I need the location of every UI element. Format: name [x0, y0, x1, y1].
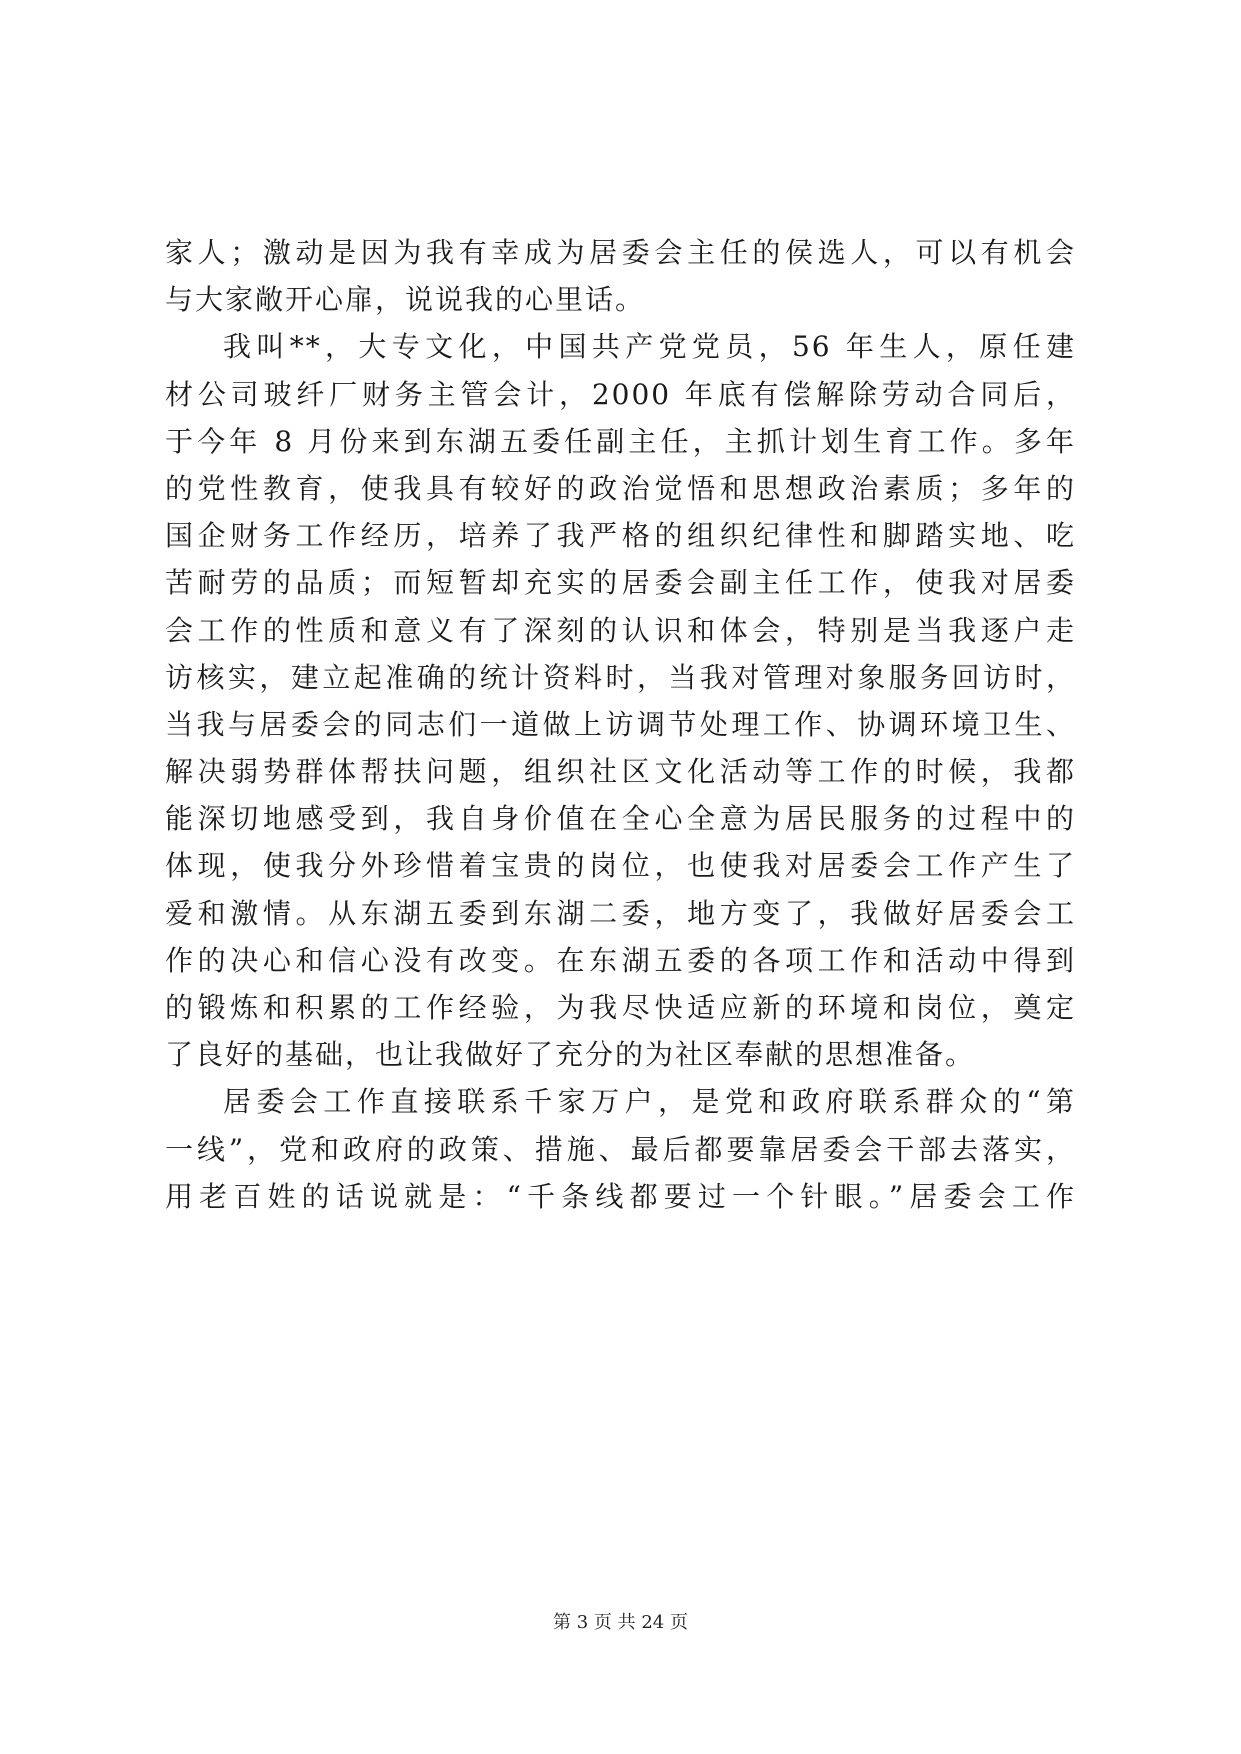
body-text [165, 229, 1076, 1220]
text-line: 材公司玻纤厂财务主管会计，2000 年底有偿解除劳动合同后， [165, 377, 1076, 411]
text-line: 家人；激动是因为我有幸成为居委会主任的侯选人，可以有机会 [165, 236, 1076, 269]
text-line: 体现，使我分外珍惜着宝贵的岗位，也使我对居委会工作产生了 [165, 849, 1076, 883]
text-line: 与大家敞开心扉，说说我的心里话。 [165, 283, 646, 317]
text-line: 爱和激情。从东湖五委到东湖二委，地方变了，我做好居委会工 [165, 896, 1076, 930]
text-line: 作的决心和信心没有改变。在东湖五委的各项工作和活动中得到 [165, 943, 1076, 977]
text-line: 的党性教育，使我具有较好的政治觉悟和思想政治素质；多年的 [165, 471, 1076, 505]
paragraph-start-line: 我叫**，大专文化，中国共产党党员，56 年生人，原任建 [223, 330, 1076, 364]
text-line: 苦耐劳的品质；而短暂却充实的居委会副主任工作，使我对居委 [165, 566, 1076, 600]
text-line: 用老百姓的话说就是：“千条线都要过一个针眼。”居委会工作 [165, 1179, 1076, 1213]
text-line: 当我与居委会的同志们一道做上访调节处理工作、协调环境卫生、 [165, 707, 1076, 741]
paragraph-start-line: 居委会工作直接联系千家万户，是党和政府联系群众的“第 [223, 1085, 1076, 1119]
text-line: 解决弱势群体帮扶问题，组织社区文化活动等工作的时候，我都 [165, 755, 1076, 789]
text-line: 访核实，建立起准确的统计资料时，当我对管理对象服务回访时， [165, 660, 1076, 694]
text-line: 能深切地感受到，我自身价值在全心全意为居民服务的过程中的 [165, 802, 1076, 836]
page-footer: 第 3 页 共 24 页 [553, 1612, 688, 1633]
text-line: 国企财务工作经历，培养了我严格的组织纪律性和脚踏实地、吃 [165, 519, 1076, 553]
text-line: 的锻炼和积累的工作经验，为我尽快适应新的环境和岗位，奠定 [165, 991, 1076, 1024]
text-line: 了良好的基础，也让我做好了充分的为社区奉献的思想准备。 [165, 1038, 976, 1072]
text-line: 一线”，党和政府的政策、措施、最后都要靠居委会干部去落实， [165, 1132, 1076, 1166]
text-line: 于今年 8 月份来到东湖五委任副主任，主抓计划生育工作。多年 [165, 424, 1076, 458]
text-line: 会工作的性质和意义有了深刻的认识和体会，特别是当我逐户走 [165, 613, 1076, 647]
